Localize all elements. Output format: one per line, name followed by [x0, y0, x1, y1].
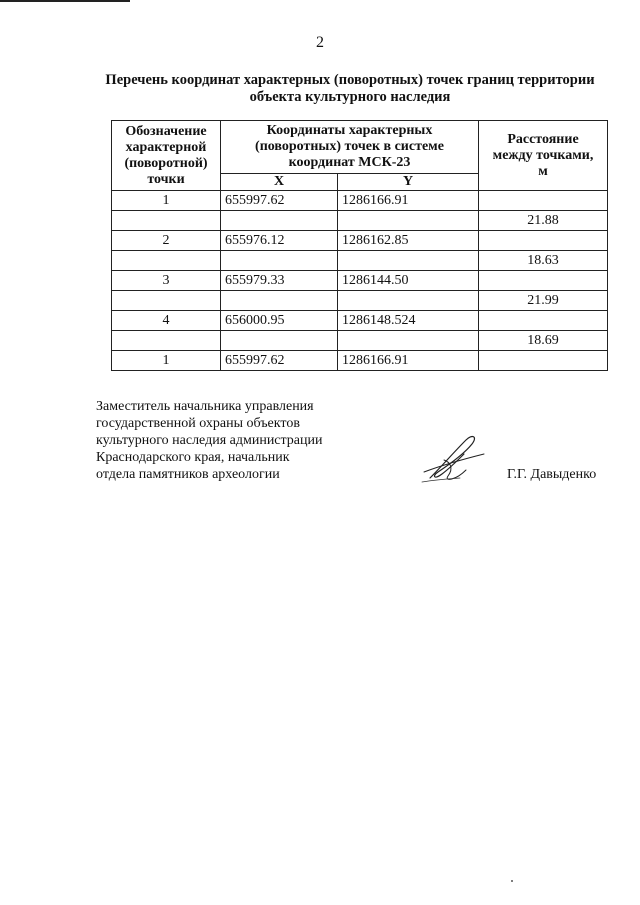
cell-x [221, 291, 338, 311]
position-line: Краснодарского края, начальник [96, 450, 290, 465]
position-line: Заместитель начальника управления [96, 399, 314, 414]
cell-x [221, 331, 338, 351]
position-line: государственной охраны объектов [96, 416, 300, 431]
header-y: Y [338, 174, 479, 191]
table-row [112, 331, 608, 351]
cell-x: 655979.33 [221, 271, 338, 291]
cell-x: 655997.62 [221, 351, 338, 371]
cell-distance [479, 231, 608, 251]
cell-distance [479, 311, 608, 331]
cell-y [338, 211, 479, 231]
cell-y: 1286162.85 [338, 231, 479, 251]
top-edge-line [0, 0, 130, 2]
title-line-2: объекта культурного наследия [249, 89, 451, 105]
header-distance: Расстояние между точками, м [479, 121, 608, 191]
scan-speck [511, 880, 513, 882]
page-number: 2 [316, 34, 324, 51]
cell-y [338, 291, 479, 311]
table-row [112, 271, 608, 291]
table-row [112, 251, 608, 271]
cell-x: 656000.95 [221, 311, 338, 331]
cell-x [221, 251, 338, 271]
position-line: отдела памятников археологии [96, 467, 280, 482]
signatory-position [96, 398, 323, 483]
cell-distance [479, 191, 608, 211]
table-row [112, 211, 608, 231]
table-row [112, 191, 608, 211]
cell-distance [479, 351, 608, 371]
cell-x [221, 211, 338, 231]
table-row [112, 351, 608, 371]
title-line-1: Перечень координат характерных (поворотных) точек границ территории [105, 72, 595, 88]
cell-y: 1286148.524 [338, 311, 479, 331]
coordinates-table [111, 120, 608, 371]
signer-name: Г.Г. Давыденко [507, 467, 597, 482]
position-line: культурного наследия администрации [96, 433, 323, 448]
cell-distance: 18.69 [479, 331, 608, 351]
table-row [112, 231, 608, 251]
cell-point: 1 [112, 191, 221, 211]
cell-y: 1286166.91 [338, 351, 479, 371]
header-x: X [221, 174, 338, 191]
table-row [112, 311, 608, 331]
cell-point [112, 331, 221, 351]
cell-distance [479, 271, 608, 291]
cell-y [338, 251, 479, 271]
cell-point: 3 [112, 271, 221, 291]
header-point: Обозначение характерной (поворотной) точки [112, 121, 221, 191]
document-title [80, 72, 620, 106]
cell-point [112, 211, 221, 231]
cell-x: 655997.62 [221, 191, 338, 211]
cell-y: 1286144.50 [338, 271, 479, 291]
cell-point: 2 [112, 231, 221, 251]
cell-distance: 18.63 [479, 251, 608, 271]
cell-point [112, 251, 221, 271]
cell-y [338, 331, 479, 351]
cell-y: 1286166.91 [338, 191, 479, 211]
handwritten-signature [420, 430, 490, 490]
header-coordinates: Координаты характерных (поворотных) точек в системе координат МСК-23 [221, 121, 479, 174]
cell-point: 1 [112, 351, 221, 371]
cell-distance: 21.88 [479, 211, 608, 231]
cell-point [112, 291, 221, 311]
cell-x: 655976.12 [221, 231, 338, 251]
table-row [112, 291, 608, 311]
cell-point: 4 [112, 311, 221, 331]
cell-distance: 21.99 [479, 291, 608, 311]
